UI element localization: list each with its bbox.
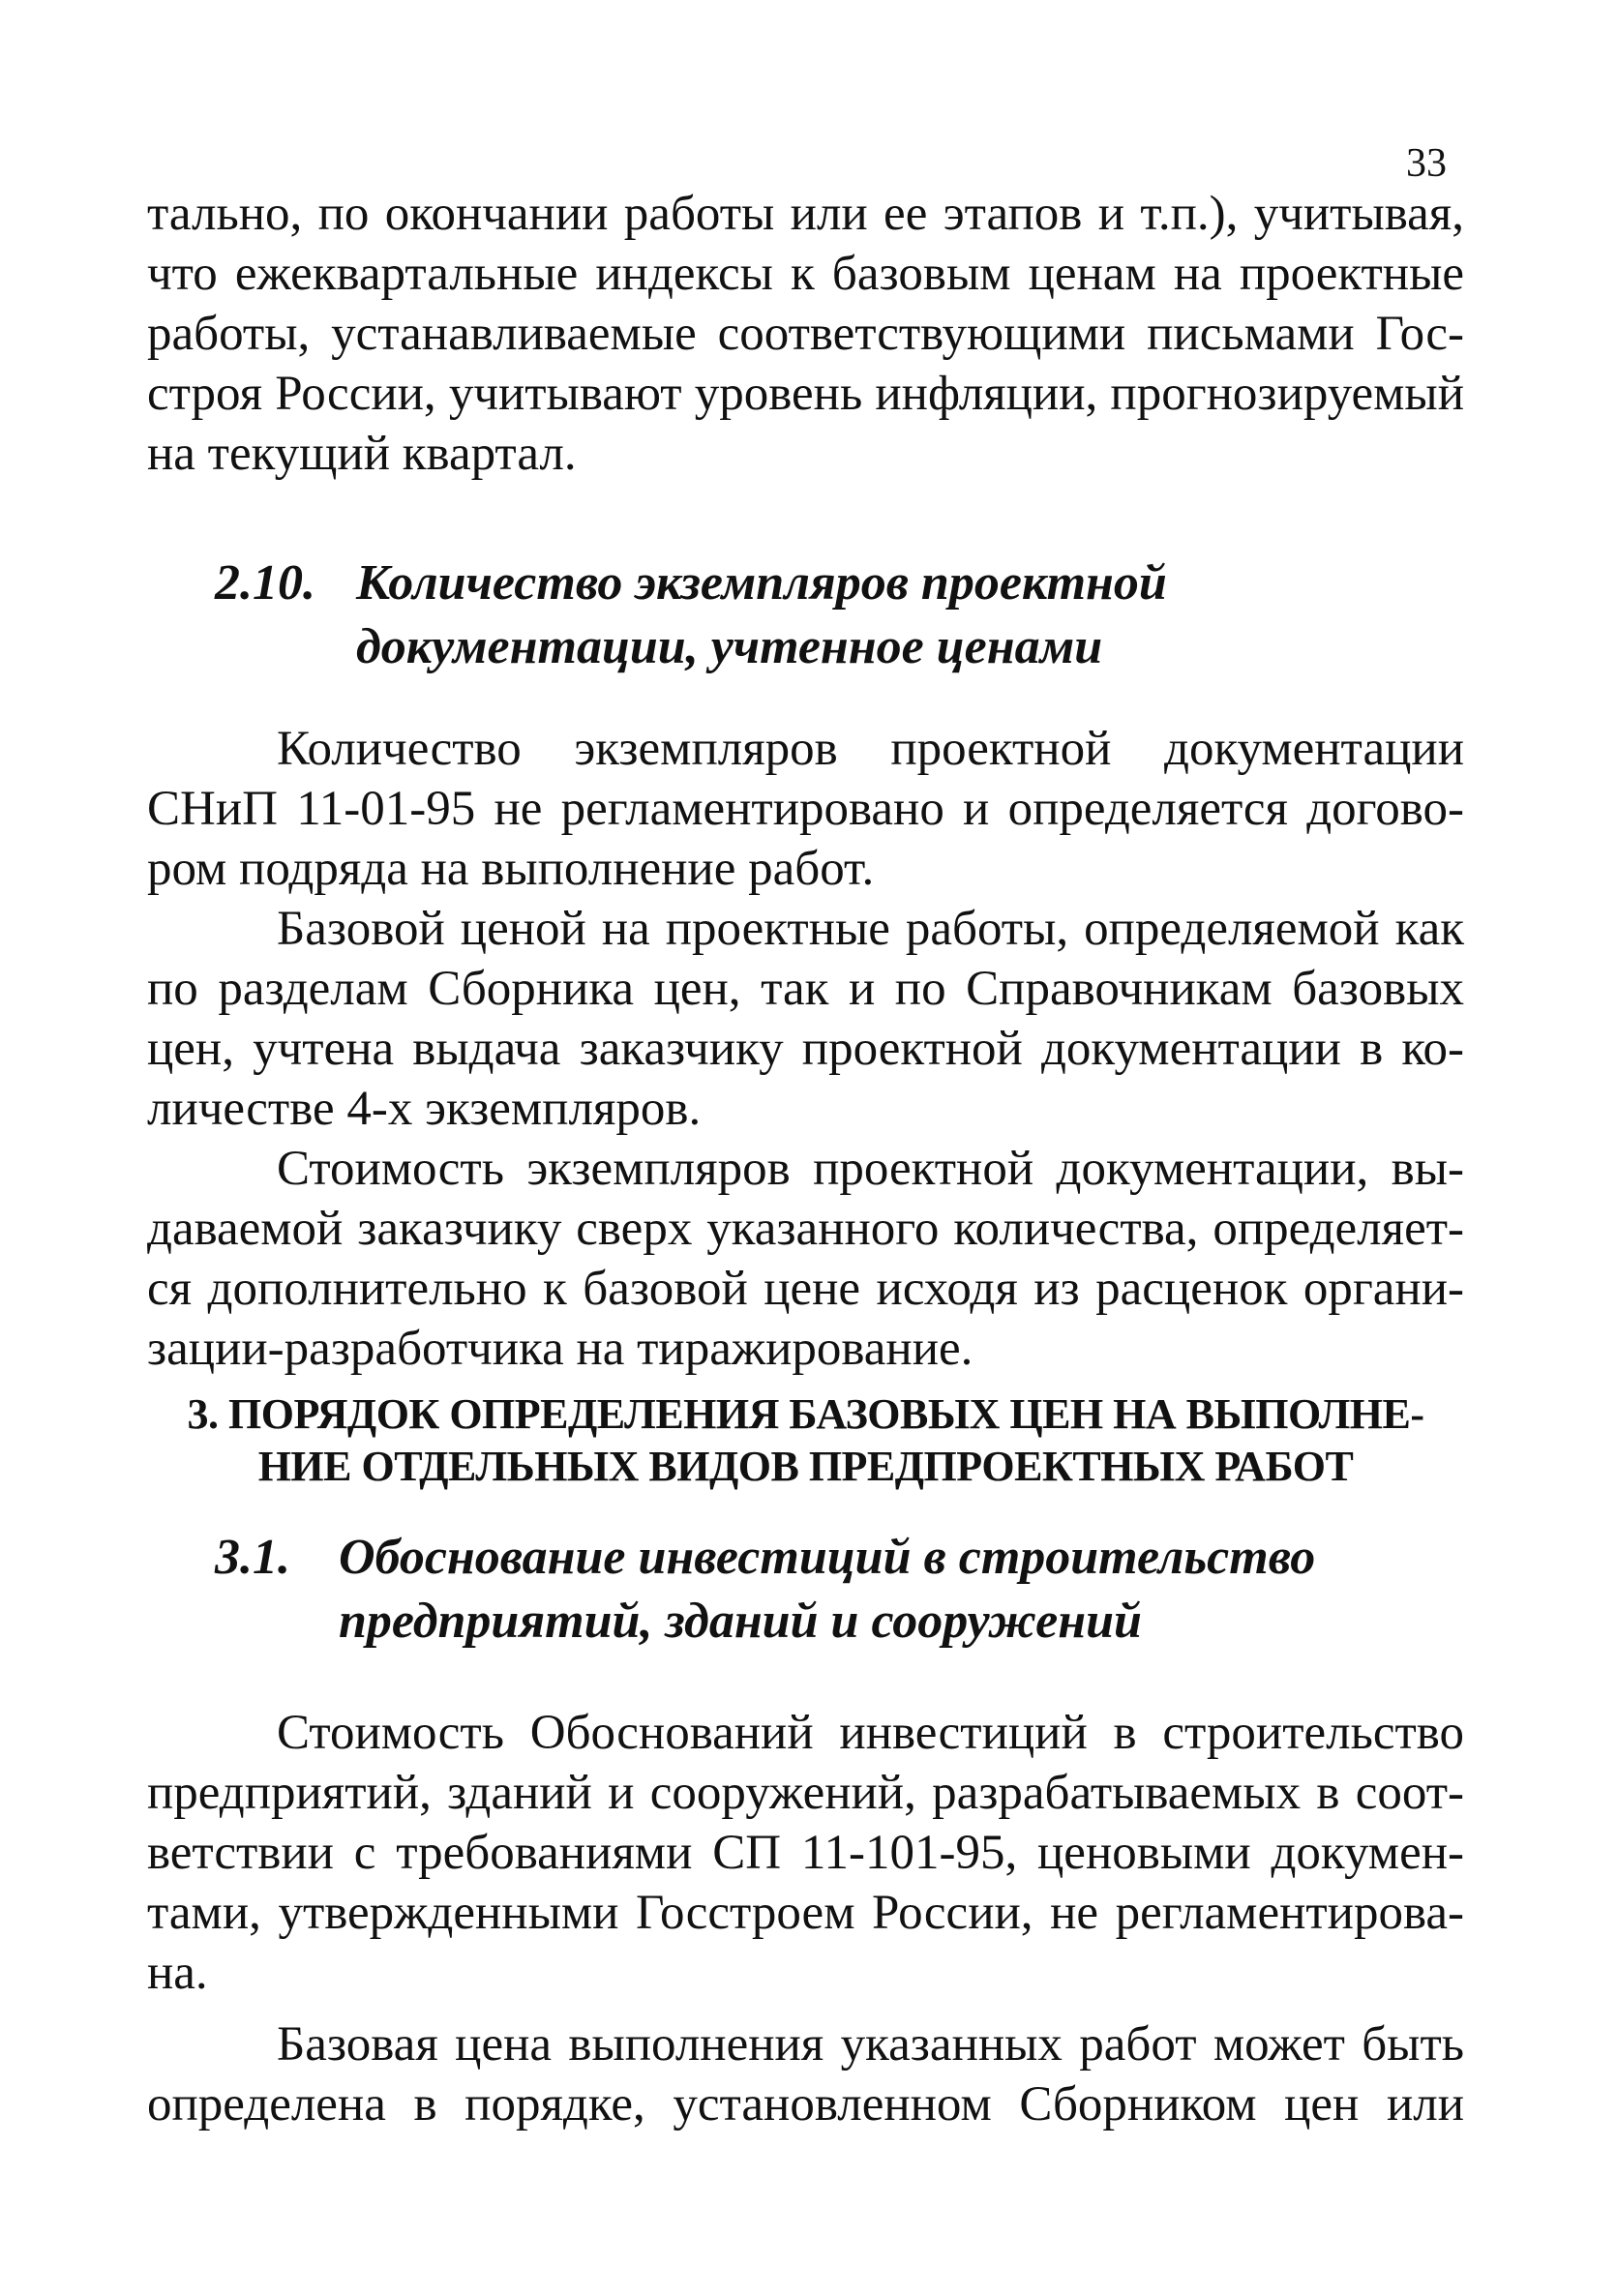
paragraph <box>147 1139 1464 1379</box>
section-title-line: документации, учтенное ценами <box>356 619 1103 674</box>
text-line: ветствии с требованиями СП 11-101-95, ценовыми докумен- <box>147 1826 1464 1880</box>
paragraph <box>147 1703 1464 2003</box>
text-line: Стоимость Обоснований инвестиций в строительство <box>277 1706 1464 1760</box>
text-line: на. <box>147 1946 208 2000</box>
section-heading-3-1-cont <box>339 1590 1142 1654</box>
text-line: строя России, учитывают уровень инфляции, прогнозируемый <box>147 367 1464 421</box>
section-heading-3-1 <box>215 1526 1315 1590</box>
section-title-line: Количество экземпляров проектной <box>356 555 1167 611</box>
section-3-1-body <box>147 1703 1464 2134</box>
intro-paragraph <box>147 184 1464 484</box>
text-line: предприятий, зданий и сооружений, разрабатываемых в соот- <box>147 1766 1464 1820</box>
section-number: 3.1. <box>215 1530 290 1585</box>
section-number: 2.10. <box>215 555 315 611</box>
text-line: по разделам Сборника цен, так и по Справочникам базовых <box>147 962 1464 1016</box>
text-line: ром подряда на выполнение работ. <box>147 842 875 896</box>
text-line: личестве 4-х экземпляров. <box>147 1082 702 1136</box>
section-title-line: предприятий, зданий и сооружений <box>339 1594 1142 1649</box>
section-2-10-body <box>147 719 1464 1379</box>
section-heading-2-10-cont <box>356 615 1102 679</box>
text-line: Базовой ценой на проектные работы, определяемой как <box>277 902 1464 956</box>
chapter-heading-3 <box>147 1388 1464 1493</box>
text-line: работы, устанавливаемые соответствующими письмами Гос- <box>147 307 1464 361</box>
text-line: на текущий квартал. <box>147 427 577 481</box>
text-line: что ежеквартальные индексы к базовым ценам на проектные <box>147 247 1464 301</box>
chapter-title-line: НИЕ ОТДЕЛЬНЫХ ВИДОВ ПРЕДПРОЕКТНЫХ РАБОТ <box>257 1443 1354 1490</box>
page-number: 33 <box>1406 141 1447 186</box>
text-line: даваемой заказчику сверх указанного количества, определяет- <box>147 1202 1464 1256</box>
text-line: определена в порядке, установленном Сборником цен или <box>147 2077 1464 2132</box>
text-line: ся дополнительно к базовой цене исходя из расценок органи- <box>147 1262 1464 1316</box>
text-line: тально, по окончании работы или ее этапов и т.п.), учитывая, <box>147 187 1464 241</box>
section-heading-2-10 <box>215 552 1167 615</box>
text-line: зации-разработчика на тиражирование. <box>147 1322 973 1376</box>
text-line: Количество экземпляров проектной документации <box>277 722 1464 776</box>
text-line: тами, утвержденными Госстроем России, не регламентирова- <box>147 1886 1464 1940</box>
text-line: Базовая цена выполнения указанных работ может быть <box>277 2017 1464 2072</box>
paragraph <box>147 899 1464 1139</box>
text-line: Стоимость экземпляров проектной документации, вы- <box>277 1142 1464 1196</box>
text-line: цен, учтена выдача заказчику проектной документации в ко- <box>147 1022 1464 1076</box>
section-title-line: Обоснование инвестиций в строительство <box>339 1530 1316 1585</box>
paragraph <box>147 719 1464 899</box>
text-line: СНиП 11-01-95 не регламентировано и определяется догово- <box>147 782 1464 836</box>
paragraph <box>147 2014 1464 2134</box>
chapter-title-line: 3. ПОРЯДОК ОПРЕДЕЛЕНИЯ БАЗОВЫХ ЦЕН НА ВЫПОЛНЕ- <box>187 1390 1424 1438</box>
